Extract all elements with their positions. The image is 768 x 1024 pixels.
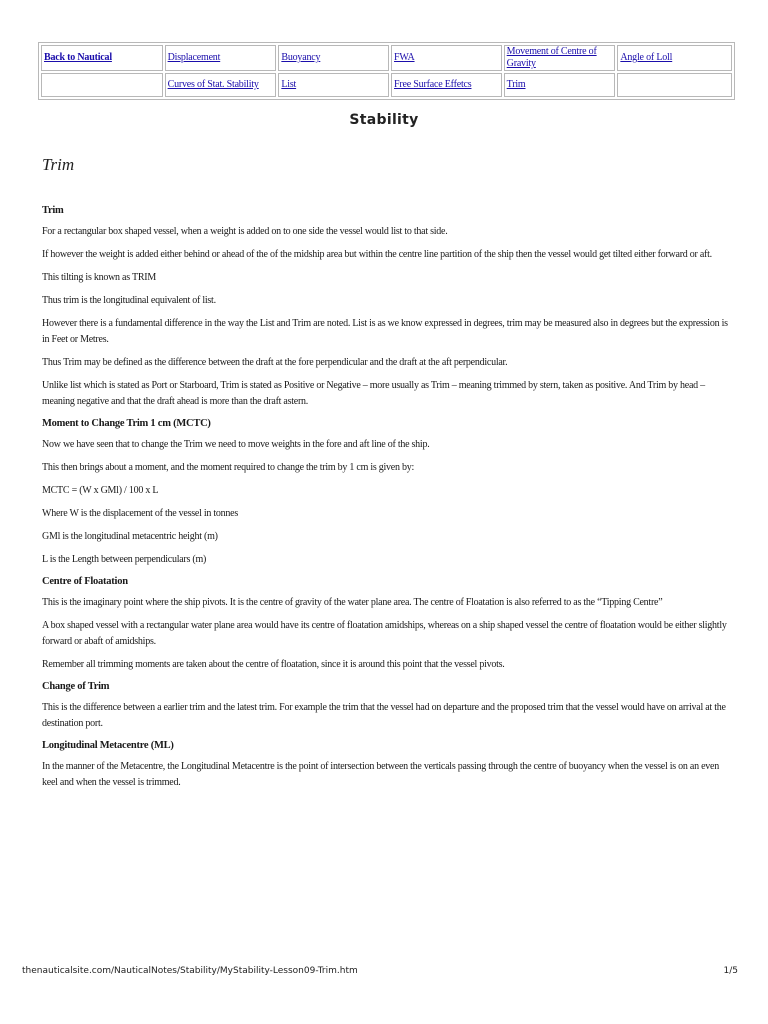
paragraph: This tilting is known as TRIM [42,272,156,283]
nav-link-fwa[interactable]: FWA [394,52,415,63]
nav-cell [617,45,732,71]
nav-link-list[interactable]: List [281,79,297,90]
footer-url: thenauticalsite.com/NauticalNotes/Stability/MyStability-Lesson09-Trim.htm [22,966,358,976]
paragraph: This then brings about a moment, and the moment required to change the trim by 1 cm is given by: [42,462,415,473]
nav-cell [41,45,163,71]
paragraph: For a rectangular box shaped vessel, when a weight is added on to one side the vessel would list to that side. [42,226,448,237]
nav-link-angle-of-loll[interactable]: Angle of Loll [620,52,673,63]
nav-link-free-surface-effects[interactable]: Free Surface Effetcs [394,79,472,90]
nav-row [41,45,732,71]
paragraph: Remember all trimming moments are taken about the centre of floatation, since it is around this point that the vessel pivots. [42,659,505,670]
nav-cell [391,73,502,97]
paragraph: This is the difference between a earlier trim and the latest trim. For example the trim that the vessel had on departure and the proposed trim that the vessel would have on arrival at the destination port. [42,702,726,729]
nav-cell [165,45,277,71]
subheading-centre-of-floatation: Centre of Floatation [42,576,128,587]
paragraph: Where W is the displacement of the vessel in tonnes [42,508,238,519]
paragraph: L is the Length between perpendiculars (m) [42,554,207,565]
print-footer [22,966,738,980]
nav-cell [278,45,389,71]
nav-link-displacement[interactable]: Displacement [167,52,221,63]
paragraph: GMl is the longitudinal metacentric height (m) [42,531,218,542]
formula-mctc: MCTC = (W x GMl) / 100 x L [42,485,159,496]
nav-cell-empty [41,73,163,97]
nav-cell [504,73,616,97]
footer-page-number: 1/5 [723,966,738,976]
paragraph: Unlike list which is stated as Port or Starboard, Trim is stated as Positive or Negative – more usually as Trim – meaning trimmed by stern, taken as positive. And Trim by head – meaning negative and that the draft ahead is more than the draft astern. [42,380,705,407]
nav-cell-empty [617,73,732,97]
subheading-mctc: Moment to Change Trim 1 cm (MCTC) [42,418,211,429]
paragraph: Now we have seen that to change the Trim we need to move weights in the fore and aft line of the ship. [42,439,430,450]
nav-cell [391,45,502,71]
subheading-trim: Trim [42,205,64,216]
nav-table [38,42,735,100]
nav-link-back-to-nautical[interactable]: Back to Nautical [44,52,112,63]
nav-link-movement-of-cog[interactable]: Movement of Centre of Gravity [506,46,597,69]
nav-link-trim[interactable]: Trim [506,79,526,90]
nav-link-curves-of-stat-stability[interactable]: Curves of Stat. Stability [167,79,259,90]
paragraph: A box shaped vessel with a rectangular water plane area would have its centre of floatation amidships, whereas on a ship shaped vessel the centre of floatation would be either slightly forward or abaft of amidships. [42,620,727,647]
paragraph: Thus Trim may be defined as the difference between the draft at the fore perpendicular and the draft at the aft perpendicular. [42,357,508,368]
nav-link-buoyancy[interactable]: Buoyancy [281,52,321,63]
nav-cell [165,73,277,97]
page-title: Stability [349,112,419,128]
nav-cell [278,73,389,97]
nav-row [41,73,732,97]
nav-cell [504,45,616,71]
paragraph: Thus trim is the longitudinal equivalent of list. [42,295,216,306]
paragraph: However there is a fundamental difference in the way the List and Trim are noted. List is as we know expressed in degrees, trim may be measured also in degrees but the expression is in Feet or Metres. [42,318,728,345]
article-body [42,204,732,798]
paragraph: This is the imaginary point where the ship pivots. It is the centre of gravity of the water plane area. The centre of Floatation is also referred to as the “Tipping Centre” [42,597,663,608]
section-heading-trim: Trim [42,155,75,174]
paragraph: In the manner of the Metacentre, the Longitudinal Metacentre is the point of intersection between the verticals passing through the centre of buoyancy when the vessel is on an even keel and when the vessel is trimmed. [42,761,719,788]
paragraph: If however the weight is added either behind or ahead of the of the midship area but within the centre line partition of the ship then the vessel would get tilted either forward or aft. [42,249,712,260]
subheading-longitudinal-metacentre: Longitudinal Metacentre (ML) [42,740,174,751]
subheading-change-of-trim: Change of Trim [42,681,110,692]
